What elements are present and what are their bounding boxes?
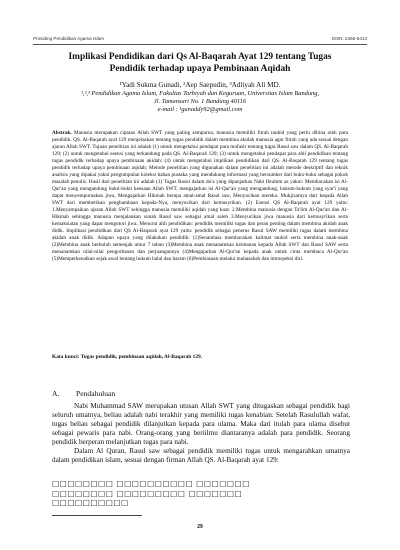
arabic-line-2: ☐☐☐☐☐☐☐☐ ☐☐☐☐☐☐☐☐☐ ☐☐☐☐☐☐☐ — [52, 489, 243, 499]
title-line-2: Pendidik terhadap upaya Pembinaan Aqidah — [109, 63, 291, 74]
affiliation-line-2: Jl. Tamansari No. 1 Bandung 40116 — [153, 98, 247, 105]
journal-name: Prosiding Pendidikan Agama Islam — [33, 36, 104, 41]
section-number: A. — [52, 389, 60, 398]
paper-title — [50, 52, 350, 75]
keywords: Kata kunci: Tugas pendidik, pembinaan aqidah, Al-Baqarah 129. — [52, 354, 203, 360]
author-list: ¹Yadi Sukma Gunadi, ²Aep Saepudin, ³Adliyah Ali MD. — [119, 81, 281, 89]
affiliation-line-1: ¹,²,³ Pendidikan Agama Islam, Fakultas Tarbiyah dan Keguruan, Universitas Islam Bandung, — [80, 90, 320, 97]
body-paragraph-2: Dalam Al Quran, Rasul saw sebagai pendidik memiliki tugas untuk mengarahkan umatnya dalam pendidikan islam, sesuai dengan firman Allah QS. Al-Baqarah ayat 129: — [52, 447, 350, 464]
body-text — [52, 402, 350, 465]
running-header — [33, 36, 367, 46]
arabic-line-1: ☐☐☐☐☐☐☐☐ ☐☐☐☐☐☐☐☐☐☐ ☐☐☐☐☐☐☐ — [52, 480, 250, 489]
affiliation — [40, 90, 360, 114]
abstract-label: Abstrak. — [52, 130, 72, 136]
issn-label: ISSN: 2460-6413 — [331, 36, 367, 41]
arabic-line-3: ☐☐☐☐☐☐☐☐☐☐ — [52, 499, 129, 509]
footnote-rule — [52, 515, 142, 516]
page-number: 29 — [197, 524, 203, 530]
header-rule — [33, 44, 367, 45]
abstract-text: Manusia merupakan ciptaan Allah SWT yang paling sempurna, manusia memiliki fitrah tauhid yang perlu dibina oleh para pendidik. QS. Al-Baqarah ayat 129 menjelaskan tentang tugas pendidik dalam membina akidah manusia agar fitrah yang ada sesuai dengan ajaran Allah SWT. Tujuan penelitian ini adalah (1) untuk mengetahui pendapat para mufasir tentang tugas Rasul saw dalam QS. Al-Baqarah 129; (2) untuk mengetahui esensi yang terkandung pada QS. Al-Baqarah 129; (3) untuk mengetahui pendapat para ahli pendidikan tentang tugas pendidik terhadap upaya pembinaan akidah; (4) untuk mengetahui implikasi pendidikan dari QS. Al-Baqarah 129 tentang tugas pendidik terhadap upaya pembinaan aqidah; Metode penelitian yang digunakan dalam penelitian ini adalah metode deskriptif dan teknik analisis yang dipakai yakni pengumpulan koleksi bahan pustaka yang mendukung informasi yang bersumber dari buku-buku sebagai pokok masalah penulis. Hasil dari penelitian ini adalah (1) Tugas Rasul dalam do'a yang dipanjatkan Nabi Ibrahim as yakni: Membacakan isi Al-Qur'an yang mengandung bukti-bukti keesaan Allah SWT, mengajarkan isi Al-Qur'an yang mengandung, hukum-hukum yang syar'i yang dapat menyempurnakan jiwa, Mengajarkan Hikmah berupa amal-amal Rasul saw, Menyucikan mereka. Mukjizatnya dari kepada Allah SWT dari memberikan penghambaan kepada-Nya, menyucikan dari kemusyrikan. (2) Esensi QS Al-Baqarah ayat 129 yaitu: 1.Menyampaikan ajaran Allah SWT sehingga manusia memiliki aqidah yang kuat. 2.Membina manusia dengan Ta'lim Al-Qur'an dan Al-Hikmah sehingga manusia menjalankan sunah Rasul saw sebagai amal saleh 3.Menyucikan jiwa manusia dari kemusyrikan serta kemaksiatan yang dapat mengotori jiwa. Menurut ahli pendidikan: pendidik memiliki tugas dan peran penting dalam membina akidah anak didik. Implikasi pendidikan dari QS Al-Baqarah ayat 129 yaitu: pendidik sebagai penerus Rasul SAW memiliki tugas dalam membina akidah anak didik. Adapun upaya yang dilakukan pendidik: (1)Senantiasa membacakan kalimat tauhid serta membina anak-anak (2)Membina anak berbuluh semenjak umur 7 tahun (3)Membina anak menanamkan keimanan kepada Allah SWT dan Rasul SAW serta menanamkan nilai-nilai pengorbanan dan perjuangannya (4)Mengajarkan Al-Qur'an kepada anak untuk cinta membaca Al-Qur'an (5)Memperkenalkan sejak awal tentang hukum halal dan haram (6)Pembiasaan melalui muhasabah dan introspeksi diri. — [52, 130, 349, 262]
section-title: Pendahuluan — [76, 389, 116, 398]
body-paragraph-1: Nabi Muhammad SAW merupakan utusan Allah SWT yang ditugaskan sebagai pendidik bagi seluruh umatnya, beliau adalah nabi terakhir yang memiliki tugas kenabian. Setelah Rasulullah wafat, tugas beliau sebagai pendidik dilanjutkan kepada para ulama. Maka dari itulah para ulama disebut sebagai pewaris para nabi. Orang-orang yang beriilmu diantaranya adalah para pendidik. Seorang pendidik berperan melanjutkan tugas para nabi. — [52, 402, 350, 446]
title-line-1: Implikasi Pendidikan dari Qs Al-Baqarah Ayat 129 tentang Tugas — [68, 52, 332, 62]
author-email: e-mail : ¹gunaddy92@gmail.com — [157, 106, 243, 113]
section-heading — [52, 389, 115, 398]
arabic-verse — [52, 480, 350, 508]
abstract — [52, 130, 348, 263]
